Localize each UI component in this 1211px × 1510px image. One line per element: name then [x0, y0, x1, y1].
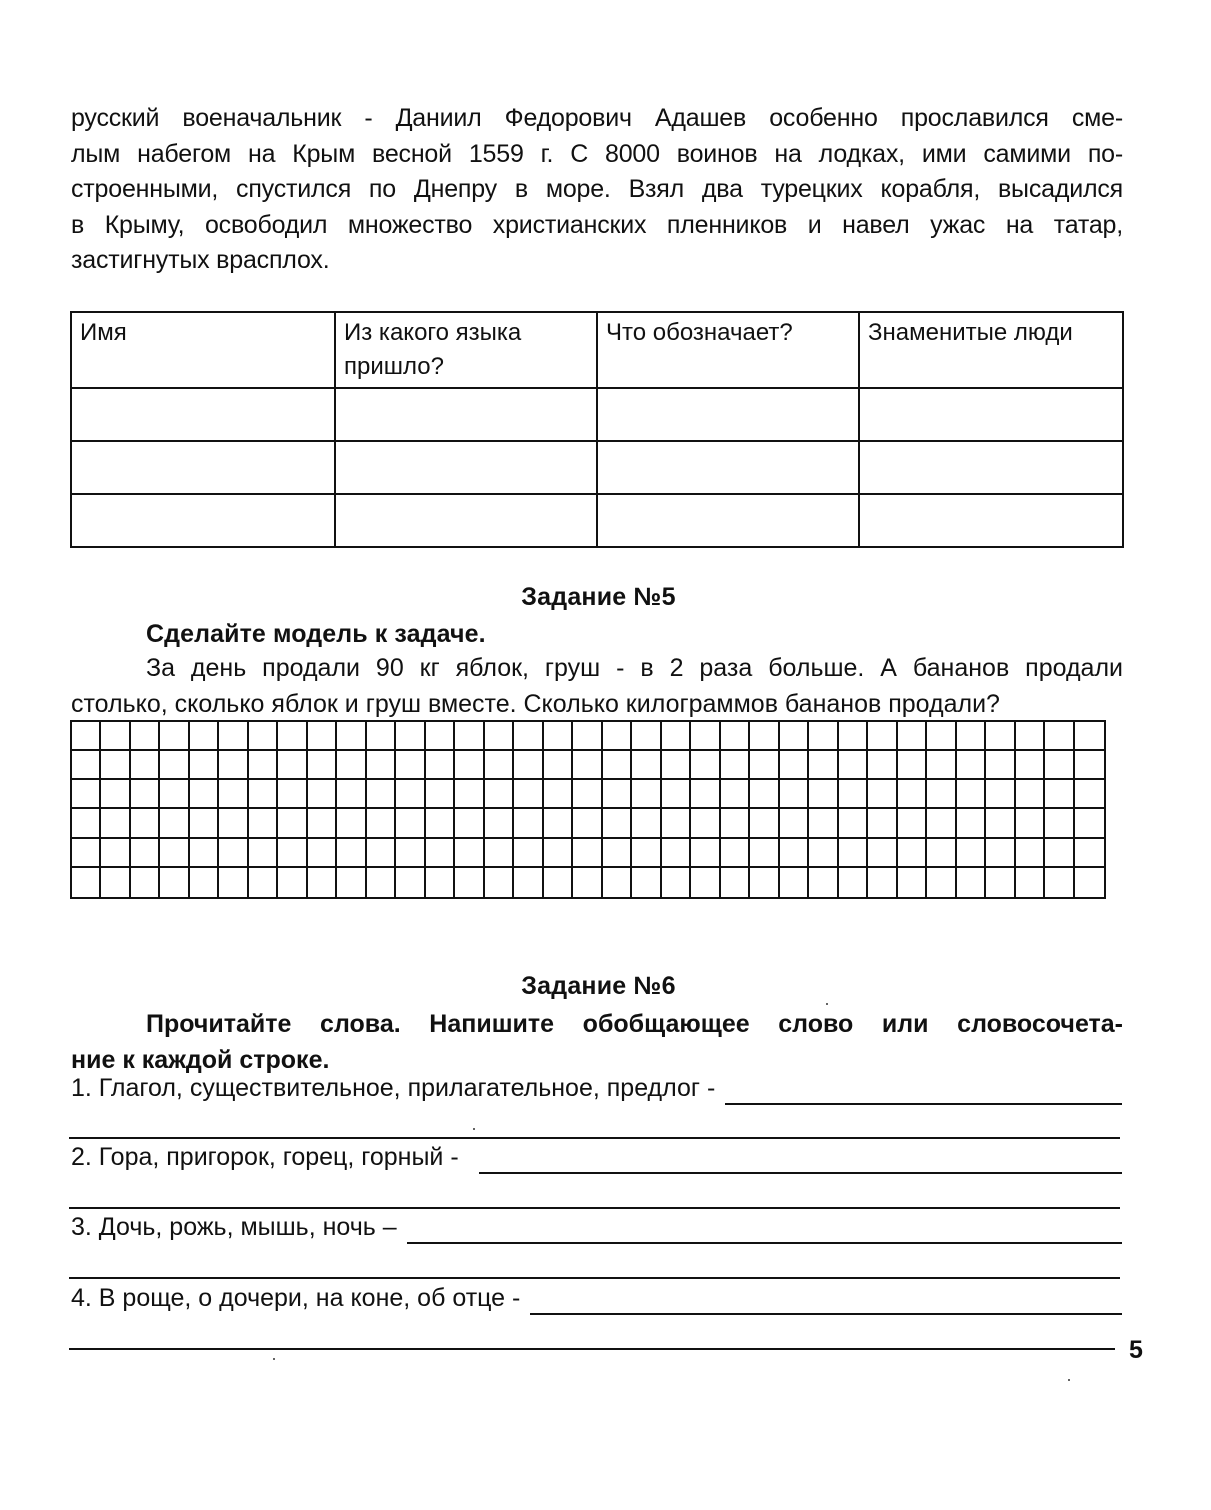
- table-cell[interactable]: [71, 494, 335, 547]
- grid-cell[interactable]: [662, 722, 691, 751]
- grid-cell[interactable]: [1016, 839, 1045, 868]
- grid-cell[interactable]: [72, 751, 101, 780]
- grid-cell[interactable]: [780, 722, 809, 751]
- grid-cell[interactable]: [1075, 809, 1104, 838]
- grid-cell[interactable]: [337, 809, 366, 838]
- grid-cell[interactable]: [868, 780, 897, 809]
- grid-cell[interactable]: [898, 839, 927, 868]
- grid-cell[interactable]: [337, 751, 366, 780]
- grid-cell[interactable]: [957, 780, 986, 809]
- grid-cell[interactable]: [603, 809, 632, 838]
- grid-cell[interactable]: [927, 751, 956, 780]
- grid-cell[interactable]: [927, 722, 956, 751]
- grid-cell[interactable]: [190, 839, 219, 868]
- grid-cell[interactable]: [308, 839, 337, 868]
- grid-cell[interactable]: [809, 839, 838, 868]
- answer-line-continuation[interactable]: [69, 1277, 1120, 1279]
- grid-cell[interactable]: [101, 780, 130, 809]
- grid-cell[interactable]: [72, 839, 101, 868]
- grid-cell[interactable]: [278, 751, 307, 780]
- grid-cell[interactable]: [219, 839, 248, 868]
- task6-instruction: [71, 1006, 1123, 1078]
- grid-cell[interactable]: [337, 868, 366, 897]
- grid-cell[interactable]: [603, 839, 632, 868]
- grid-cell[interactable]: [1016, 751, 1045, 780]
- grid-cell[interactable]: [691, 780, 720, 809]
- table-cell[interactable]: [597, 494, 859, 547]
- grid-cell[interactable]: [160, 868, 189, 897]
- names-table: [70, 311, 1124, 548]
- scan-speck: [273, 1358, 275, 1360]
- intro-line: русский военачальник - Даниил Федорович Адашев особенно прославился сме-: [71, 104, 1123, 132]
- answer-line-continuation[interactable]: [69, 1137, 1120, 1139]
- grid-cell[interactable]: [986, 839, 1015, 868]
- grid-cell[interactable]: [898, 722, 927, 751]
- grid-cell[interactable]: [839, 839, 868, 868]
- grid-cell[interactable]: [131, 809, 160, 838]
- grid-cell[interactable]: [1016, 809, 1045, 838]
- intro-line: строенными, спустился по Днепру в море. Взял два турецких корабля, высадился: [71, 175, 1123, 203]
- grid-cell[interactable]: [72, 722, 101, 751]
- grid-cell[interactable]: [219, 809, 248, 838]
- question-text: 4. В роще, о дочери, на коне, об отце -: [71, 1284, 521, 1312]
- grid-cell[interactable]: [868, 751, 897, 780]
- grid-cell[interactable]: [396, 809, 426, 838]
- grid-cell[interactable]: [278, 780, 307, 809]
- grid-cell[interactable]: [455, 868, 484, 897]
- table-cell[interactable]: [859, 441, 1123, 494]
- intro-line: застигнутых врасплох.: [71, 246, 330, 274]
- grid-cell[interactable]: [691, 839, 720, 868]
- grid-cell[interactable]: [101, 751, 130, 780]
- grid-cell[interactable]: [514, 722, 543, 751]
- grid-cell[interactable]: [367, 722, 396, 751]
- scan-speck: [473, 1128, 475, 1130]
- grid-cell[interactable]: [160, 809, 189, 838]
- grid-cell[interactable]: [367, 809, 396, 838]
- grid-cell[interactable]: [160, 751, 189, 780]
- grid-cell[interactable]: [101, 809, 130, 838]
- grid-cell[interactable]: [426, 780, 455, 809]
- grid-cell[interactable]: [868, 809, 897, 838]
- table-header-row: [71, 312, 1123, 388]
- grid-cell[interactable]: [485, 809, 514, 838]
- grid-cell[interactable]: [426, 751, 455, 780]
- grid-cell[interactable]: [573, 868, 602, 897]
- grid-cell[interactable]: [485, 839, 514, 868]
- grid-cell[interactable]: [455, 722, 484, 751]
- grid-cell[interactable]: [101, 868, 130, 897]
- grid-cell[interactable]: [131, 722, 160, 751]
- grid-cell[interactable]: [957, 722, 986, 751]
- grid-cell[interactable]: [868, 839, 897, 868]
- grid-cell[interactable]: [662, 868, 691, 897]
- grid-cell[interactable]: [337, 780, 366, 809]
- grid-cell[interactable]: [986, 809, 1015, 838]
- grid-cell[interactable]: [573, 751, 602, 780]
- grid-cell[interactable]: [396, 868, 426, 897]
- intro-line: в Крыму, освободил множество христианских пленников и навел ужас на татар,: [71, 210, 1123, 239]
- grid-cell[interactable]: [337, 722, 366, 751]
- grid-cell[interactable]: [780, 868, 809, 897]
- grid-cell[interactable]: [396, 839, 426, 868]
- grid-cell[interactable]: [691, 722, 720, 751]
- grid-cell[interactable]: [662, 751, 691, 780]
- grid-cell[interactable]: [190, 868, 219, 897]
- grid-cell[interactable]: [485, 780, 514, 809]
- grid-cell[interactable]: [160, 780, 189, 809]
- intro-line: лым набегом на Крым весной 1559 г. С 8000 воинов на лодках, ими самими по-: [71, 139, 1123, 168]
- header-meaning: Что обозначает?: [597, 312, 859, 388]
- grid-cell[interactable]: [1075, 722, 1104, 751]
- grid-cell[interactable]: [750, 722, 780, 751]
- grid-cell[interactable]: [514, 839, 543, 868]
- grid-cell[interactable]: [1045, 751, 1074, 780]
- page-number: 5: [1129, 1336, 1143, 1364]
- grid-cell[interactable]: [367, 780, 396, 809]
- grid-cell[interactable]: [898, 780, 927, 809]
- answer-field[interactable]: [725, 1071, 1122, 1105]
- grid-cell[interactable]: [868, 868, 897, 897]
- grid-cell[interactable]: [1016, 868, 1045, 897]
- grid-cell[interactable]: [986, 722, 1015, 751]
- grid-cell[interactable]: [839, 751, 868, 780]
- question-1: [71, 1071, 1122, 1105]
- question-4: [71, 1281, 1122, 1315]
- grid-cell[interactable]: [249, 809, 278, 838]
- grid-cell[interactable]: [721, 751, 750, 780]
- grid-cell[interactable]: [367, 868, 396, 897]
- grid-cell[interactable]: [868, 722, 897, 751]
- grid-cell[interactable]: [72, 809, 101, 838]
- header-famous-people: Знаменитые люди: [859, 312, 1123, 388]
- grid-cell[interactable]: [927, 868, 956, 897]
- grid-cell[interactable]: [544, 868, 573, 897]
- scan-speck: [826, 1003, 828, 1005]
- task6-title: Задание №6: [521, 972, 676, 1000]
- question-3: [71, 1210, 1122, 1244]
- grid-cell[interactable]: [367, 751, 396, 780]
- grid-cell[interactable]: [278, 839, 307, 868]
- answer-field[interactable]: [530, 1281, 1122, 1315]
- problem-line: столько, сколько яблок и груш вместе. Сколько килограммов бананов продали?: [71, 690, 1000, 718]
- grid-cell[interactable]: [249, 839, 278, 868]
- grid-cell[interactable]: [396, 722, 426, 751]
- grid-cell[interactable]: [131, 868, 160, 897]
- grid-cell[interactable]: [927, 809, 956, 838]
- question-text: 2. Гора, пригорок, горец, горный -: [71, 1143, 459, 1171]
- grid-cell[interactable]: [426, 809, 455, 838]
- grid-cell[interactable]: [1016, 780, 1045, 809]
- grid-cell[interactable]: [750, 809, 780, 838]
- grid-cell[interactable]: [780, 780, 809, 809]
- table-cell[interactable]: [335, 388, 597, 441]
- grid-cell[interactable]: [750, 751, 780, 780]
- grid-cell[interactable]: [1045, 722, 1074, 751]
- grid-cell[interactable]: [190, 751, 219, 780]
- instruction-line: Прочитайте слова. Напишите обобщающее слово или словосочета-: [146, 1010, 1123, 1038]
- grid-cell[interactable]: [219, 780, 248, 809]
- grid-cell[interactable]: [632, 839, 661, 868]
- grid-cell[interactable]: [957, 839, 986, 868]
- grid-cell[interactable]: [927, 839, 956, 868]
- grid-cell[interactable]: [603, 780, 632, 809]
- grid-cell[interactable]: [632, 868, 661, 897]
- grid-cell[interactable]: [986, 868, 1015, 897]
- grid-cell[interactable]: [190, 780, 219, 809]
- grid-cell[interactable]: [780, 839, 809, 868]
- grid-cell[interactable]: [573, 839, 602, 868]
- grid-cell[interactable]: [160, 722, 189, 751]
- grid-cell[interactable]: [662, 809, 691, 838]
- grid-cell[interactable]: [485, 868, 514, 897]
- task5-problem: [71, 650, 1123, 722]
- table-cell[interactable]: [335, 494, 597, 547]
- grid-cell[interactable]: [131, 839, 160, 868]
- grid-cell[interactable]: [1045, 809, 1074, 838]
- grid-cell[interactable]: [514, 751, 543, 780]
- grid-cell[interactable]: [426, 839, 455, 868]
- question-2: [71, 1140, 1122, 1174]
- table-cell[interactable]: [335, 441, 597, 494]
- grid-cell[interactable]: [809, 780, 838, 809]
- grid-cell[interactable]: [691, 868, 720, 897]
- table-cell[interactable]: [597, 388, 859, 441]
- grid-cell[interactable]: [278, 868, 307, 897]
- grid-cell[interactable]: [573, 722, 602, 751]
- grid-cell[interactable]: [839, 722, 868, 751]
- model-drawing-grid[interactable]: [70, 720, 1106, 899]
- grid-cell[interactable]: [219, 868, 248, 897]
- grid-cell[interactable]: [632, 751, 661, 780]
- grid-cell[interactable]: [485, 751, 514, 780]
- grid-cell[interactable]: [839, 780, 868, 809]
- intro-paragraph: [71, 101, 1123, 279]
- table-cell[interactable]: [71, 441, 335, 494]
- grid-cell[interactable]: [396, 780, 426, 809]
- grid-cell[interactable]: [249, 722, 278, 751]
- grid-cell[interactable]: [809, 722, 838, 751]
- instruction-line: ние к каждой строке.: [71, 1046, 330, 1074]
- task5-title: Задание №5: [521, 583, 676, 611]
- grid-cell[interactable]: [603, 722, 632, 751]
- grid-cell[interactable]: [337, 839, 366, 868]
- grid-cell[interactable]: [721, 868, 750, 897]
- grid-cell[interactable]: [632, 722, 661, 751]
- grid-cell[interactable]: [927, 780, 956, 809]
- question-text: 1. Глагол, существительное, прилагательное, предлог -: [71, 1074, 716, 1102]
- grid-cell[interactable]: [809, 868, 838, 897]
- table-cell[interactable]: [859, 388, 1123, 441]
- grid-cell[interactable]: [1075, 839, 1104, 868]
- grid-cell[interactable]: [455, 839, 484, 868]
- table-cell[interactable]: [71, 388, 335, 441]
- grid-cell[interactable]: [219, 722, 248, 751]
- grid-cell[interactable]: [957, 868, 986, 897]
- table-cell[interactable]: [597, 441, 859, 494]
- answer-line-continuation[interactable]: [69, 1207, 1120, 1209]
- grid-cell[interactable]: [986, 751, 1015, 780]
- grid-cell[interactable]: [662, 839, 691, 868]
- grid-cell[interactable]: [249, 780, 278, 809]
- grid-cell[interactable]: [72, 780, 101, 809]
- grid-cell[interactable]: [544, 722, 573, 751]
- grid-cell[interactable]: [721, 722, 750, 751]
- grid-cell[interactable]: [898, 751, 927, 780]
- grid-cell[interactable]: [426, 722, 455, 751]
- grid-cell[interactable]: [839, 809, 868, 838]
- grid-cell[interactable]: [249, 868, 278, 897]
- table-row: [71, 441, 1123, 494]
- grid-cell[interactable]: [308, 751, 337, 780]
- answer-field[interactable]: [407, 1210, 1122, 1244]
- grid-cell[interactable]: [986, 780, 1015, 809]
- grid-cell[interactable]: [514, 780, 543, 809]
- grid-cell[interactable]: [101, 722, 130, 751]
- scan-speck: [1068, 1379, 1070, 1381]
- grid-cell[interactable]: [544, 751, 573, 780]
- grid-cell[interactable]: [455, 780, 484, 809]
- answer-line-continuation[interactable]: [69, 1348, 1115, 1350]
- task5-instruction: Сделайте модель к задаче.: [146, 620, 486, 648]
- grid-cell[interactable]: [160, 839, 189, 868]
- grid-cell[interactable]: [632, 780, 661, 809]
- grid-cell[interactable]: [632, 809, 661, 838]
- grid-cell[interactable]: [1016, 722, 1045, 751]
- grid-cell[interactable]: [1045, 868, 1074, 897]
- grid-cell[interactable]: [750, 780, 780, 809]
- grid-cell[interactable]: [485, 722, 514, 751]
- grid-cell[interactable]: [544, 839, 573, 868]
- grid-cell[interactable]: [750, 868, 780, 897]
- grid-cell[interactable]: [190, 809, 219, 838]
- grid-cell[interactable]: [190, 722, 219, 751]
- grid-cell[interactable]: [219, 751, 248, 780]
- answer-field[interactable]: [479, 1140, 1122, 1174]
- grid-cell[interactable]: [278, 809, 307, 838]
- grid-cell[interactable]: [573, 809, 602, 838]
- grid-cell[interactable]: [1075, 868, 1104, 897]
- grid-cell[interactable]: [780, 809, 809, 838]
- grid-cell[interactable]: [721, 809, 750, 838]
- grid-cell[interactable]: [278, 722, 307, 751]
- grid-cell[interactable]: [809, 809, 838, 838]
- grid-cell[interactable]: [839, 868, 868, 897]
- grid-cell[interactable]: [455, 751, 484, 780]
- grid-cell[interactable]: [1045, 839, 1074, 868]
- grid-cell[interactable]: [308, 868, 337, 897]
- grid-cell[interactable]: [1075, 780, 1104, 809]
- grid-cell[interactable]: [721, 839, 750, 868]
- header-origin-language: Из какого языка пришло?: [335, 312, 597, 388]
- question-text: 3. Дочь, рожь, мышь, ночь –: [71, 1213, 397, 1241]
- problem-line: За день продали 90 кг яблок, груш - в 2 раза больше. А бананов продали: [146, 654, 1123, 682]
- grid-cell[interactable]: [1075, 751, 1104, 780]
- grid-cell[interactable]: [544, 780, 573, 809]
- grid-cell[interactable]: [662, 780, 691, 809]
- grid-cell[interactable]: [367, 839, 396, 868]
- grid-cell[interactable]: [131, 780, 160, 809]
- grid-cell[interactable]: [780, 751, 809, 780]
- grid-cell[interactable]: [308, 722, 337, 751]
- grid-cell[interactable]: [426, 868, 455, 897]
- grid-cell[interactable]: [308, 780, 337, 809]
- table-row: [71, 388, 1123, 441]
- grid-cell[interactable]: [603, 751, 632, 780]
- grid-cell[interactable]: [957, 809, 986, 838]
- grid-cell[interactable]: [809, 751, 838, 780]
- table-cell[interactable]: [859, 494, 1123, 547]
- grid-cell[interactable]: [72, 868, 101, 897]
- grid-cell[interactable]: [603, 868, 632, 897]
- grid-cell[interactable]: [750, 839, 780, 868]
- grid-cell[interactable]: [691, 809, 720, 838]
- grid-cell[interactable]: [455, 809, 484, 838]
- grid-cell[interactable]: [957, 751, 986, 780]
- grid-cell[interactable]: [1045, 780, 1074, 809]
- grid-cell[interactable]: [691, 751, 720, 780]
- grid-cell[interactable]: [514, 868, 543, 897]
- grid-cell[interactable]: [514, 809, 543, 838]
- grid-cell[interactable]: [249, 751, 278, 780]
- grid-cell[interactable]: [308, 809, 337, 838]
- grid-cell[interactable]: [898, 868, 927, 897]
- grid-cell[interactable]: [544, 809, 573, 838]
- grid-cell[interactable]: [396, 751, 426, 780]
- grid-cell[interactable]: [573, 780, 602, 809]
- grid-cell[interactable]: [131, 751, 160, 780]
- header-name: Имя: [71, 312, 335, 388]
- grid-cell[interactable]: [721, 780, 750, 809]
- grid-cell[interactable]: [101, 839, 130, 868]
- grid-cell[interactable]: [898, 809, 927, 838]
- table-row: [71, 494, 1123, 547]
